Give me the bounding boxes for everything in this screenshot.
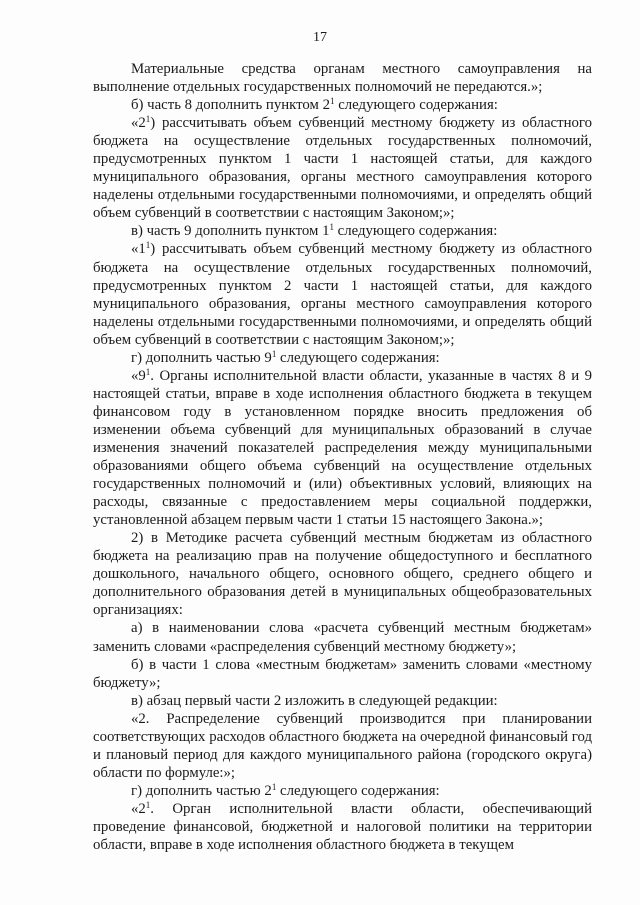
paragraph: «$2^1$. Орган исполнительной власти области, обеспечивающий проведение финансовой, бюджетной и налоговой политики на территории области, вправе в ходе исполнения областного бюджета в текущем <box>93 799 592 854</box>
paragraph: б) часть 8 дополнить пунктом $2^1$ следующего содержания: <box>131 96 498 114</box>
paragraph: а) в наименовании слова «расчета субвенций местным бюджетам» заменить словами «распределения субвенций местному бюджету»; <box>93 620 592 655</box>
paragraph: «$9^1$. Органы исполнительной власти области, указанные в частях 8 и 9 настоящей статьи, вправе в ходе исполнения областного бюджета в текущем финансовом году в установленном порядке вносить предложения об изменении объема субвенций для муниципальных образований в случае изменения значений показателей распределения между муниципальными образованиями общего объема субвенций на осуществление отдельных государственных полномочий и (или) объективных условий, влияющих на расходы, связанные с предоставлением меры социальной поддержки, установленной абзацем первым части 1 статьи 15 настоящего Закона.»; <box>93 366 592 529</box>
paragraph: б) в части 1 слова «местным бюджетам» заменить словами «местному бюджету»; <box>93 656 592 691</box>
paragraph: в) часть 9 дополнить пунктом $1^1$ следующего содержания: <box>131 222 498 240</box>
paragraph: Материальные средства органам местного самоуправления на выполнение отдельных государственных полномочий не передаются.»; <box>93 61 592 96</box>
paragraph: «$1^1$) рассчитывать объем субвенций местному бюджету из областного бюджета на осуществление отдельных государственных полномочий, предусмотренных пунктом 2 части 1 настоящей статьи, для каждого муниципального образования, органы местного самоуправления которого наделены отдельными государственными полномочиями, и определять общий объем субвенций в соответствии с настоящим Законом;»; <box>93 240 592 348</box>
paragraph: г) дополнить частью $9^1$ следующего содержания: <box>131 348 440 366</box>
paragraph: «2. Распределение субвенций производится при планировании соответствующих расходов областного бюджета на очередной финансовый год и плановый период для каждого муниципального района (городского округа) области по формуле:»; <box>93 710 592 781</box>
page-number: 17 <box>313 30 327 45</box>
paragraph: «$2^1$) рассчитывать объем субвенций местному бюджету из областного бюджета на осуществление отдельных государственных полномочий, предусмотренных пунктом 1 части 1 настоящей статьи, для каждого муниципального образования, органы местного самоуправления которого наделены отдельными государственными полномочиями, и определять общий объем субвенций в соответствии с настоящим Законом;»; <box>93 114 592 222</box>
document-body <box>93 60 592 854</box>
paragraph: 2) в Методике расчета субвенций местным бюджетам из областного бюджета на реализацию прав на получение общедоступного и бесплатного дошкольного, начального общего, основного общего, среднего общего и дополнительного образования детей в муниципальных общеобразовательных организациях: <box>93 530 592 619</box>
paragraph: в) абзац первый части 2 изложить в следующей редакции: <box>131 692 498 709</box>
paragraph: г) дополнить частью $2^1$ следующего содержания: <box>131 781 440 799</box>
